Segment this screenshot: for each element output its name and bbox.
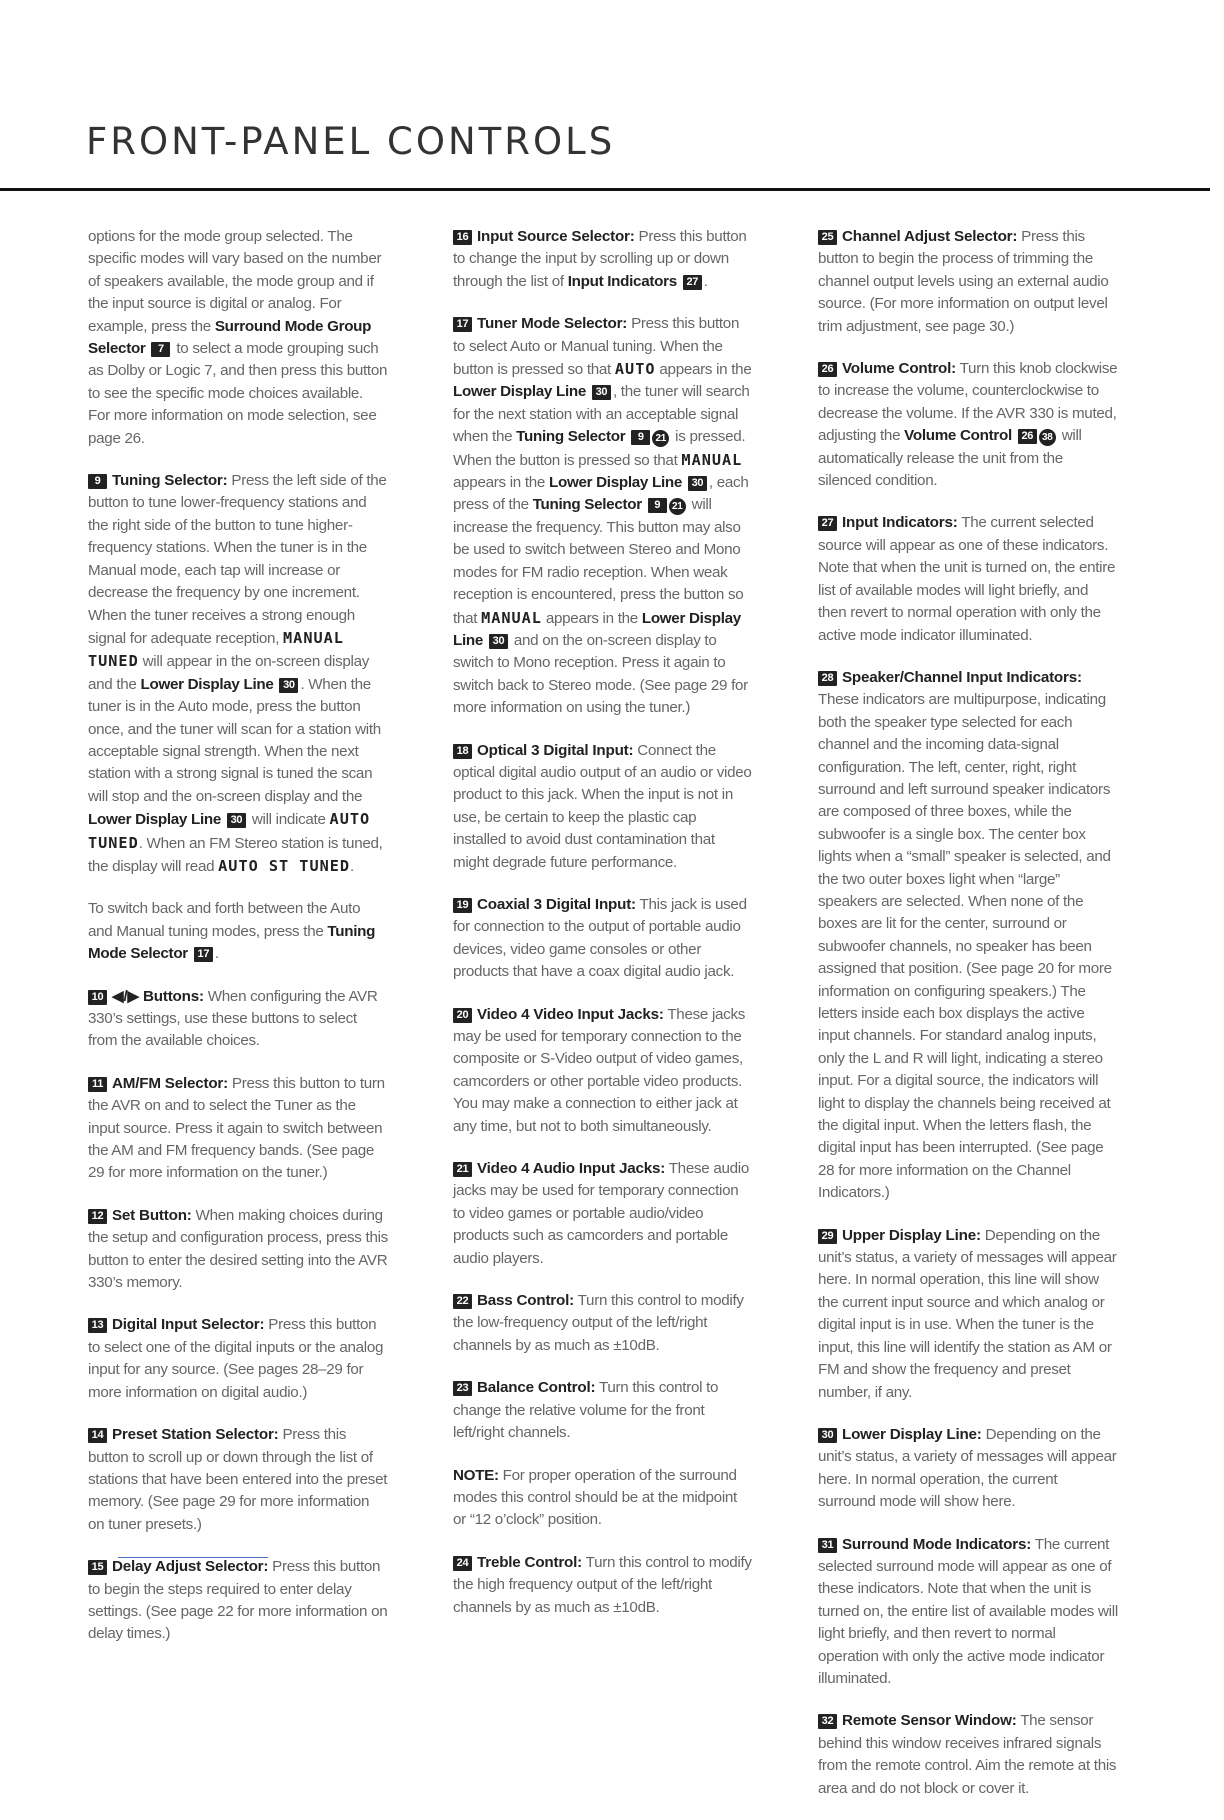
page-title: FRONT-PANEL CONTROLS xyxy=(86,120,616,163)
item-9-tuning-selector: 9 Tuning Selector: Press the left side of the button to tune lower-frequency stations and the right side of the button to tune higher-frequency stations. When the tuner is in the Manual mode, each tap will increase or decrease the frequency by one increment. When the tuner receives a strong enough signal for adequate reception, MANUAL TUNED will appear in the on-screen display and the Lower Display Line 30 . When the tuner is in the Auto mode, press the button once, and the tuner will scan for a station with acceptable signal strength. When the next station with a strong signal is tuned the scan will stop and the on-screen display and the Lower Display Line 30 will indicate AUTO TUNED. When an FM Stereo station is tuned, the display will read AUTO ST TUNED. xyxy=(88,472,387,875)
note-paragraph: NOTE: For proper operation of the surround modes this control should be at the midpoint or “12 o’clock” position. xyxy=(453,1466,737,1529)
item-17-tuner-mode-selector: 17 Tuner Mode Selector: Press this button to select Auto or Manual tuning. When the button is pressed so that AUTO appears in the Lower Display Line 30 , the tuner will search for the next station with an acceptable signal when the Tuning Selector 9 21 is pressed. When the button is pressed so that MANUAL appears in the Lower Display Line 30 , each press of the Tuning Selector 9 21 will increase the frequency. This button may also be used to switch between Stereo and Mono modes for FM radio reception. When weak reception is encountered, press the button so that MANUAL appears in the Lower Display Line 30 and on the on-screen display to switch to Mono reception. Press it again to switch back to Stereo mode. (See page 29 for more information on using the tuner.) xyxy=(453,315,752,717)
intro-paragraph: options for the mode group selected. The specific modes will vary based on the number of speakers available, the mode group and if the input source is digital or analog. For example, press the Surround Mode Group Selector 7 to select a mode grouping such as Dolby or Logic 7, and then press this button to see the specific mode choices available. For more information on mode selection, see page 26. xyxy=(88,228,388,447)
item-24-treble-control: 24 Treble Control: Turn this control to modify the high frequency output of the left/right channels by as much as ±10dB. xyxy=(453,1553,752,1616)
item-19-coaxial-input: 19 Coaxial 3 Digital Input: This jack is used for connection to the output of portable audio devices, video game consoles or other products that have a coax digital audio jack. xyxy=(453,895,747,981)
item-28-speaker-channel-indicators: 28 Speaker/Channel Input Indicators: These indicators are multipurpose, indicating both the speaker type selected for each channel and the incoming data-signal configuration. The left, center, right, right surround and left surround speaker indicators are composed of three boxes, while the subwoofer is a single box. The center box lights when a “small” speaker is selected, and the two outer boxes light when “large” speakers are selected. When none of the boxes are lit for the center, surround or subwoofer channels, no speaker has been assigned that position. (See page 20 for more information on configuring speakers.) The letters inside each box displays the active input channels. For standard analog inputs, only the L and R will light, indicating a stereo input. For a digital source, the indicators will light to display the channels being received at the digital input. When the letters flash, the digital input has been interrupted. (See page 28 for more information on the Channel Indicators.) xyxy=(818,668,1112,1202)
item-13-digital-input-selector: 13 Digital Input Selector: Press this button to select one of the digital inputs or the analog input for any source. (See pages 28–29 for more information on digital audio.) xyxy=(88,1316,384,1401)
item-15-delay-adjust-selector: 15 Delay Adjust Selector: Press this button to begin the steps required to enter delay settings. (See page 22 for more information on delay times.) xyxy=(88,1558,388,1643)
tuning-mode-paragraph: To switch back and forth between the Auto and Manual tuning modes, press the Tuning Mode Selector 17 . xyxy=(88,900,376,963)
item-27-input-indicators: 27 Input Indicators: The current selected source will appear as one of these indicators. Note that when the unit is turned on, the entire list of available modes will light briefly, and then revert to normal operation with only the active mode indicator illuminated. xyxy=(818,514,1116,644)
item-20-video-input-jacks: 20 Video 4 Video Input Jacks: These jacks may be used for temporary connection to the composite or S-Video output of video games, camcorders or other portable video products. You may make a connection to either jack at any time, but not to both simultaneously. xyxy=(453,1005,746,1135)
item-10-arrow-buttons: 10 ◀/▶ Buttons: When configuring the AVR 330’s settings, use these buttons to select from the available choices. xyxy=(88,987,378,1050)
item-32-remote-sensor-window: 32 Remote Sensor Window: The sensor behind this window receives infrared signals from the remote control. Aim the remote at this area and do not block or cover it. xyxy=(818,1712,1117,1797)
item-12-set-button: 12 Set Button: When making choices during the setup and configuration process, press this button to enter the desired setting into the AVR 330’s memory. xyxy=(88,1206,388,1292)
footer-line xyxy=(118,1557,268,1558)
item-31-surround-mode-indicators: 31 Surround Mode Indicators: The current selected surround mode will appear as one of these indicators. Note that when the unit is turned on, the entire list of available modes will light briefly, and then revert to normal operation with only the active mode indicator illuminated. xyxy=(818,1535,1118,1687)
column-2 xyxy=(453,226,753,1639)
item-21-audio-input-jacks: 21 Video 4 Audio Input Jacks: These audio jacks may be used for temporary connection to video games or portable audio/video products such as camcorders and portable audio players. xyxy=(453,1160,749,1267)
column-1 xyxy=(88,226,388,1666)
header-rule xyxy=(0,188,1210,191)
column-3 xyxy=(818,226,1118,1820)
item-30-lower-display-line: 30 Lower Display Line: Depending on the unit’s status, a variety of messages will appear here. In normal operation, the current surround mode will show here. xyxy=(818,1425,1117,1511)
item-26-volume-control: 26 Volume Control: Turn this knob clockwise to increase the volume, counterclockwise to decrease the volume. If the AVR 330 is muted, adjusting the Volume Control 26 38 will automatically release the unit from the silenced condition. xyxy=(818,360,1118,490)
item-23-balance-control: 23 Balance Control: Turn this control to change the relative volume for the front left/right channels. xyxy=(453,1379,719,1442)
item-16-input-source-selector: 16 Input Source Selector: Press this button to change the input by scrolling up or down through the list of Input Indicators 27 . xyxy=(453,228,747,290)
item-14-preset-station-selector: 14 Preset Station Selector: Press this button to scroll up or down through the list of stations that have been entered into the preset memory. (See page 29 for more information on tuner presets.) xyxy=(88,1426,388,1533)
item-29-upper-display-line: 29 Upper Display Line: Depending on the unit’s status, a variety of messages will appear here. In normal operation, this line will show the current input source and which analog or digital input is in use. When the tuner is the input, this line will identify the station as AM or FM and show the frequency and preset number, if any. xyxy=(818,1226,1117,1401)
item-22-bass-control: 22 Bass Control: Turn this control to modify the low-frequency output of the left/right channels by as much as ±10dB. xyxy=(453,1292,744,1354)
item-number-badge: 9 xyxy=(88,474,107,489)
item-25-channel-adjust-selector: 25 Channel Adjust Selector: Press this button to begin the process of trimming the channel output levels using an external audio source. (For more information on output level trim adjustment, see page 30.) xyxy=(818,228,1109,335)
item-18-optical-input: 18 Optical 3 Digital Input: Connect the optical digital audio output of an audio or video product to this jack. When the input is not in use, be certain to keep the plastic cap installed to avoid dust contamination that might degrade future performance. xyxy=(453,741,752,871)
item-11-am-fm-selector: 11 AM/FM Selector: Press this button to turn the AVR on and to select the Tuner as the input source. Press it again to switch between the AM and FM frequency bands. (See page 29 for more information on the tuner.) xyxy=(88,1074,385,1182)
